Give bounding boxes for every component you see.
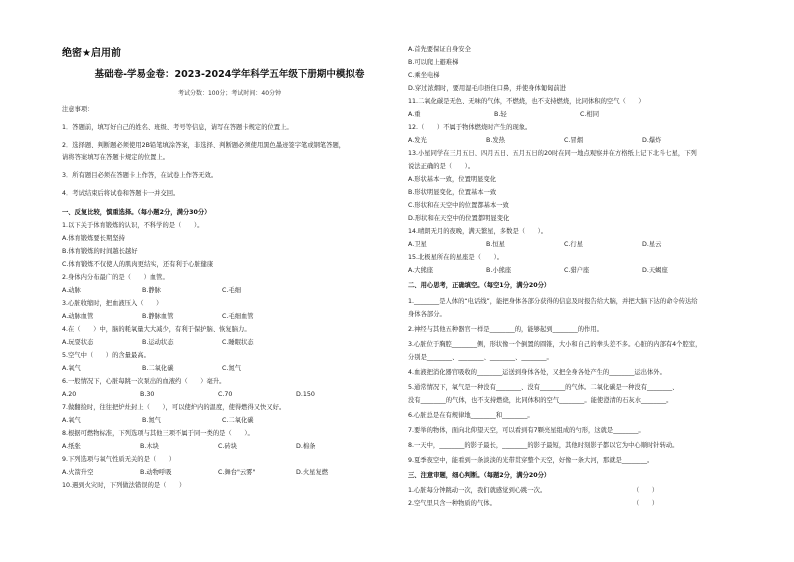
note-3: 3．所有题目必须在答题卡上作答，在试卷上作答无效。	[62, 172, 218, 179]
question-1: 1.以下关于体育锻炼的认识，不科学的是（ ）。	[62, 222, 204, 229]
question-13-option-a: A.形状基本一致，位置明显变化	[408, 176, 497, 183]
right-column	[408, 0, 753, 562]
option-c: C.相同	[580, 111, 599, 118]
question-1-option-b: B.体育锻炼的时间越长越好	[62, 248, 138, 255]
option-b: B.发热	[486, 137, 505, 144]
fill-1a: 1.________是人体的“电话线”，能把身体各部分获得的信息及时报告给大脑，并把大脑下达的命令传达给	[408, 298, 698, 305]
fill-2: 2.神经与其他五种器官一样是________的，能够起到________的作用。	[408, 326, 603, 333]
secret-mark: 绝密★启用前	[62, 48, 121, 59]
question-14: 14.晴朗无月的夜晚，满天繁星，多数是（ ）。	[408, 228, 548, 235]
judge-1	[408, 485, 753, 497]
option-c: C.毛细	[222, 287, 241, 294]
option-c: C.70	[218, 391, 233, 398]
option-b: B.30	[140, 391, 155, 398]
question-10-option-d: D.穿过浓烟时，要用湿毛巾捂住口鼻，并使身体匍匐前进	[408, 85, 566, 92]
option-c: C.行星	[564, 241, 583, 248]
judge-1-answer-mark: （ ）	[633, 487, 659, 494]
question-4-options	[62, 337, 397, 349]
option-c: C.毛细血管	[222, 313, 254, 320]
question-4: 4.在（ ）中，脑的耗氧量大大减少，有利于保护脑、恢复脑力。	[62, 326, 251, 333]
question-13-option-b: B.形状明显变化，位置基本一致	[408, 189, 497, 196]
option-b: B.轻	[494, 111, 507, 118]
section-3-heading: 三、注意审题，细心判断。（每题2分，满分20分）	[408, 472, 551, 479]
option-b: B.木块	[140, 443, 159, 450]
question-14-options	[408, 239, 753, 251]
question-5-options	[62, 363, 397, 375]
option-c: C.睡眠状态	[222, 339, 254, 346]
question-13-option-d: D.形状和在天空中的位置都明显变化	[408, 215, 510, 222]
option-a: A.氧气	[62, 365, 81, 372]
fill-3b: 分别是________、________、________、________。	[408, 354, 553, 361]
option-b: B.动物呼吸	[140, 469, 172, 476]
section-2-heading: 二、用心思考，正确填空。（每空1分，满分20分）	[408, 282, 551, 289]
fill-4: 4.血液把消化器官吸收的________运送到身体各处，又把全身各处产生的________运出体外。	[408, 369, 666, 376]
question-6-options	[62, 389, 397, 401]
question-3: 3.心脏收缩时，把血液压入（ ）	[62, 300, 163, 307]
question-11: 11.二氧化碳是无色、无味的气体，不燃烧，也不支持燃烧，比同体积的空气（ ）	[408, 98, 645, 105]
judge-2-answer-mark: （ ）	[633, 500, 659, 507]
question-10-option-a: A.首先要保证自身安全	[408, 46, 471, 53]
judge-1-text: 1.心脏每分钟跳动一次，我们就感觉到心跳一次。	[408, 487, 547, 494]
question-1-option-a: A.体育锻炼要长期坚持	[62, 235, 125, 242]
fill-9: 9.夏季夜空中，能看到一条淡淡的光带贯穿整个天空，好像一条大河，那就是________。	[408, 457, 654, 464]
judge-2	[408, 498, 753, 510]
option-a: A.动脉血管	[62, 313, 94, 320]
fill-3a: 3.心脏位于胸腔________侧，形状像一个倒置的圆锥，大小和自己的拳头差不多。心脏的内部有4个腔室，	[408, 341, 702, 348]
note-2a: 2．选择题、判断题必须使用2B铅笔填涂答案，非选择、判断题必须使用黑色墨迹签字笔或钢笔答题，	[62, 142, 346, 149]
question-9-options	[62, 467, 397, 479]
question-13b: 说法正确的是（ ）。	[408, 163, 475, 170]
option-b: B.恒星	[486, 241, 505, 248]
judge-2-text: 2.空气里只含一种物质的气体。	[408, 500, 496, 507]
question-10-option-b: B.可以爬上避难梯	[408, 59, 459, 66]
question-15: 15.北极星所在的星座是（ ）。	[408, 254, 504, 261]
fill-8: 8.一天中，________的影子最长，________的影子最短，其他时刻影子都以它为中心顺时针转动。	[408, 442, 679, 449]
option-b: B.运动状态	[142, 339, 174, 346]
option-d: D.星云	[642, 241, 662, 248]
question-5: 5.空气中（ ）的含量最高。	[62, 352, 150, 359]
question-9: 9.下列选项与氧气性质无关的是（ ）	[62, 456, 176, 463]
option-b: B.静脉血管	[142, 313, 174, 320]
option-d: D.150	[296, 391, 315, 398]
question-3-options	[62, 311, 397, 323]
option-d: D.天蝎座	[642, 267, 668, 274]
option-a: A.卫星	[408, 241, 427, 248]
question-1-option-c: C.体育锻炼不仅使人的肌肉更结实，还有利于心脏健康	[62, 261, 214, 268]
option-a: A.发光	[408, 137, 427, 144]
note-1: 1．答题前，填写好自己的姓名、班级、考号等信息，请写在答题卡规定的位置上。	[62, 124, 293, 131]
question-13a: 13.小星同学在三月五日、四月五日、五月五日的20时在同一地点观察并在方格纸上记下北斗七星，下列	[408, 150, 697, 157]
option-b: B.氮气	[142, 417, 161, 424]
option-a: A.重	[408, 111, 421, 118]
fill-5a: 5.通常情况下，氧气是一种没有________、没有________的气体。二氧化碳是一种没有________、	[408, 384, 679, 391]
option-c: C.砖块	[218, 443, 237, 450]
option-a: A.20	[62, 391, 77, 398]
fill-1b: 身体各部分。	[408, 311, 446, 318]
option-c: C.冒烟	[564, 137, 583, 144]
option-c: C.二氧化碳	[222, 417, 254, 424]
question-8: 8.根据可燃物标准，下列选项与其他三项不属于同一类的是（ ）。	[62, 430, 254, 437]
question-11-options	[408, 109, 753, 121]
option-a: A.大熊座	[408, 267, 434, 274]
question-15-options	[408, 265, 753, 277]
question-10-option-c: C.乘坐电梯	[408, 72, 440, 79]
option-c: C.猎户座	[564, 267, 590, 274]
question-6: 6.一般情况下，心脏每跳一次泵出的血液约（ ）毫升。	[62, 378, 226, 385]
question-12: 12.（ ）不属于物体燃烧时产生的现象。	[408, 124, 532, 131]
section-1-heading: 一、反复比较，慎重选择。（每小题2分，满分30分）	[62, 209, 211, 216]
question-2-options	[62, 285, 397, 297]
option-c: C.舞台"云雾"	[218, 469, 256, 476]
option-d: D.火星复燃	[296, 469, 329, 476]
option-a: A.玩耍状态	[62, 339, 94, 346]
option-b: B.静脉	[142, 287, 161, 294]
question-7-options	[62, 415, 397, 427]
option-c: C.氮气	[222, 365, 241, 372]
option-a: A.动脉	[62, 287, 81, 294]
option-b: B.二氧化碳	[142, 365, 174, 372]
question-7: 7.做翻捡时，往往把炉灶封上（ ），可以使炉内的温度，使得燃得又快又好。	[62, 404, 286, 411]
option-d: D.爆炸	[642, 137, 662, 144]
fill-6: 6.心脏总是在有规律地________和________。	[408, 412, 534, 419]
option-a: A.火箭升空	[62, 469, 94, 476]
note-2b: 请将答案填写在答题卡规定的位置上。	[62, 154, 170, 161]
fill-5b: 没有________的气体，也不支持燃烧，比同体积的空气________。能使澄清的石灰水________。	[408, 397, 673, 404]
question-10: 10.遇到火灾时，下列做法错误的是（ ）	[62, 482, 186, 489]
note-4: 4．考试结束后将试卷和答题卡一并交回。	[62, 190, 180, 197]
question-8-options	[62, 441, 397, 453]
option-d: D.棉条	[296, 443, 316, 450]
option-a: A.氧气	[62, 417, 81, 424]
fill-7: 7.要举的物体，面向北仰望天空，可以看到有7颗亮星组成的勺形，这就是________。	[408, 427, 645, 434]
exam-title: 基础卷-学易金卷：2023-2024学年科学五年级下册期中模拟卷	[94, 69, 365, 80]
question-2: 2.身体内分布最广的是（ ）血管。	[62, 274, 169, 281]
question-13-option-c: C.形状和在天空中的位置都基本一致	[408, 202, 509, 209]
exam-meta: 考试分数：100分；考试时间：40分钟	[177, 90, 282, 97]
question-12-options	[408, 135, 753, 147]
left-column	[62, 0, 397, 562]
notes-heading: 注意事项：	[62, 106, 94, 113]
option-a: A.纸张	[62, 443, 81, 450]
option-b: B.小熊座	[486, 267, 512, 274]
